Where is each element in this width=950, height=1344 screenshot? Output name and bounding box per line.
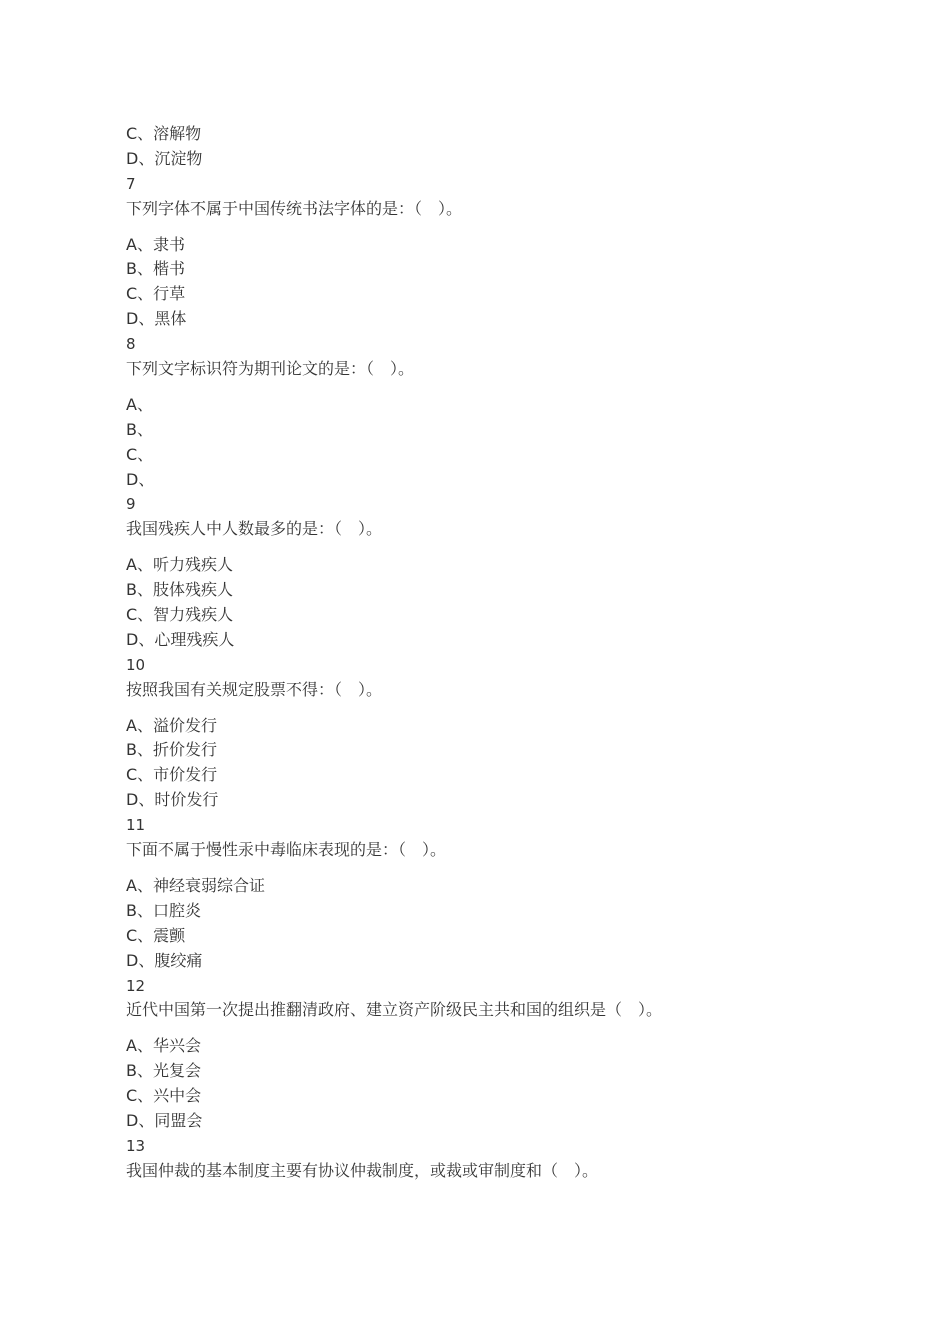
option-item: B、楷书 xyxy=(126,259,185,279)
question-text: 我国残疾人中人数最多的是：（ ）。 xyxy=(126,519,383,539)
question-text: 按照我国有关规定股票不得：（ ）。 xyxy=(126,679,383,699)
question-text: 下面不属于慢性汞中毒临床表现的是：（ ）。 xyxy=(126,840,447,860)
option-item: D、沉淀物 xyxy=(126,148,203,168)
option-item: D、心理残疾人 xyxy=(126,629,235,649)
question-number: 11 xyxy=(126,816,146,835)
option-item: A、听力残疾人 xyxy=(126,555,233,575)
option-item: D、时价发行 xyxy=(126,790,219,810)
question-text: 我国仲裁的基本制度主要有协议仲裁制度，或裁或审制度和（ ）。 xyxy=(126,1160,599,1180)
option-item: D、 xyxy=(126,469,155,489)
question-number: 12 xyxy=(126,976,146,995)
option-item: C、市价发行 xyxy=(126,765,218,785)
option-item: A、华兴会 xyxy=(126,1036,201,1056)
option-item: B、光复会 xyxy=(126,1061,201,1081)
question-number: 7 xyxy=(126,174,136,193)
option-item: A、隶书 xyxy=(126,234,185,254)
option-item: C、行草 xyxy=(126,284,186,304)
question-number: 10 xyxy=(126,655,146,674)
option-item: A、溢价发行 xyxy=(126,715,217,735)
option-item: C、溶解物 xyxy=(126,124,202,143)
question-number: 13 xyxy=(126,1136,146,1155)
option-item: C、震颤 xyxy=(126,925,186,945)
question-text: 下列字体不属于中国传统书法字体的是：（ ）。 xyxy=(126,198,463,218)
option-item: D、黑体 xyxy=(126,309,187,329)
question-list xyxy=(126,122,886,1195)
question-number: 8 xyxy=(126,335,136,354)
option-item: B、 xyxy=(126,419,153,439)
option-item: B、口腔炎 xyxy=(126,900,201,920)
option-item: D、腹绞痛 xyxy=(126,950,203,970)
option-item: C、兴中会 xyxy=(126,1086,202,1106)
question-number: 9 xyxy=(126,495,136,514)
option-item: B、肢体残疾人 xyxy=(126,580,233,600)
option-item: B、折价发行 xyxy=(126,740,217,760)
question-text: 近代中国第一次提出推翻清政府、建立资产阶级民主共和国的组织是（ ）。 xyxy=(126,1000,663,1020)
option-item: D、同盟会 xyxy=(126,1110,203,1130)
option-item: A、 xyxy=(126,394,153,414)
option-item: C、智力残疾人 xyxy=(126,605,234,625)
option-item: A、神经衰弱综合证 xyxy=(126,875,265,895)
question-text: 下列文字标识符为期刊论文的是：（ ）。 xyxy=(126,359,415,379)
option-item: C、 xyxy=(126,444,154,464)
